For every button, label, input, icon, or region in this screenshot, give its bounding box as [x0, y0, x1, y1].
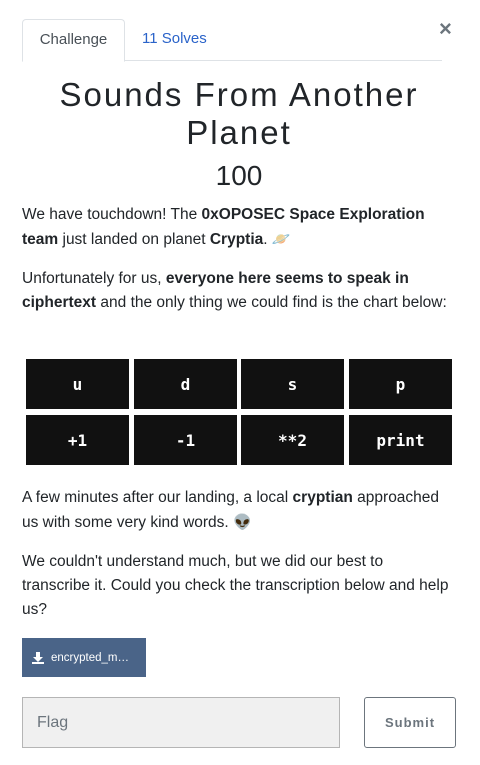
- planet-emoji-icon: 🪐: [271, 230, 291, 248]
- download-file-button[interactable]: [22, 638, 146, 677]
- file-name: encrypted_m…: [51, 651, 129, 664]
- text: A few minutes after our landing, a local: [22, 489, 293, 506]
- cipher-cell: u: [26, 359, 129, 409]
- text: Unfortunately for us,: [22, 270, 166, 287]
- cipher-cell: print: [349, 415, 452, 465]
- description-paragraph-2: [22, 267, 452, 315]
- text: approached us with some very kind words.: [22, 489, 440, 531]
- description-paragraph-4: We couldn't understand much, but we did our best to transcribe it. Could you check the transcription below and help us?: [22, 553, 449, 618]
- tab-solves[interactable]: 11 Solves: [142, 30, 207, 47]
- bold-text: cryptian: [292, 489, 353, 506]
- text: just landed on planet: [58, 231, 210, 248]
- text: .: [263, 231, 272, 248]
- text: We have touchdown! The: [22, 206, 202, 223]
- cipher-cell: **2: [241, 415, 344, 465]
- tab-challenge[interactable]: Challenge: [22, 19, 125, 62]
- challenge-title: Sounds From Another Planet: [59, 76, 419, 151]
- bold-text: 0xOPOSEC Space Exploration team: [22, 206, 425, 248]
- text: and the only thing we could find is the chart below:: [96, 294, 447, 311]
- cipher-cell: p: [349, 359, 452, 409]
- cipher-cell: +1: [26, 415, 129, 465]
- challenge-tabs: [22, 19, 442, 61]
- flag-input[interactable]: [22, 697, 340, 748]
- challenge-points: 100: [215, 160, 263, 191]
- description-paragraph-3: [22, 486, 452, 535]
- bold-text: everyone here seems to speak in ciphertext: [22, 270, 409, 311]
- download-icon: [31, 651, 45, 665]
- description-paragraph-1: [22, 203, 452, 252]
- close-icon[interactable]: ×: [439, 16, 452, 41]
- cipher-cell: s: [241, 359, 344, 409]
- bold-text: Cryptia: [209, 231, 264, 248]
- cipher-cell: d: [134, 359, 237, 409]
- cipher-chart: [26, 359, 453, 466]
- alien-emoji-icon: 👽: [233, 513, 252, 531]
- cipher-cell: -1: [134, 415, 237, 465]
- submit-button[interactable]: Submit: [364, 697, 456, 748]
